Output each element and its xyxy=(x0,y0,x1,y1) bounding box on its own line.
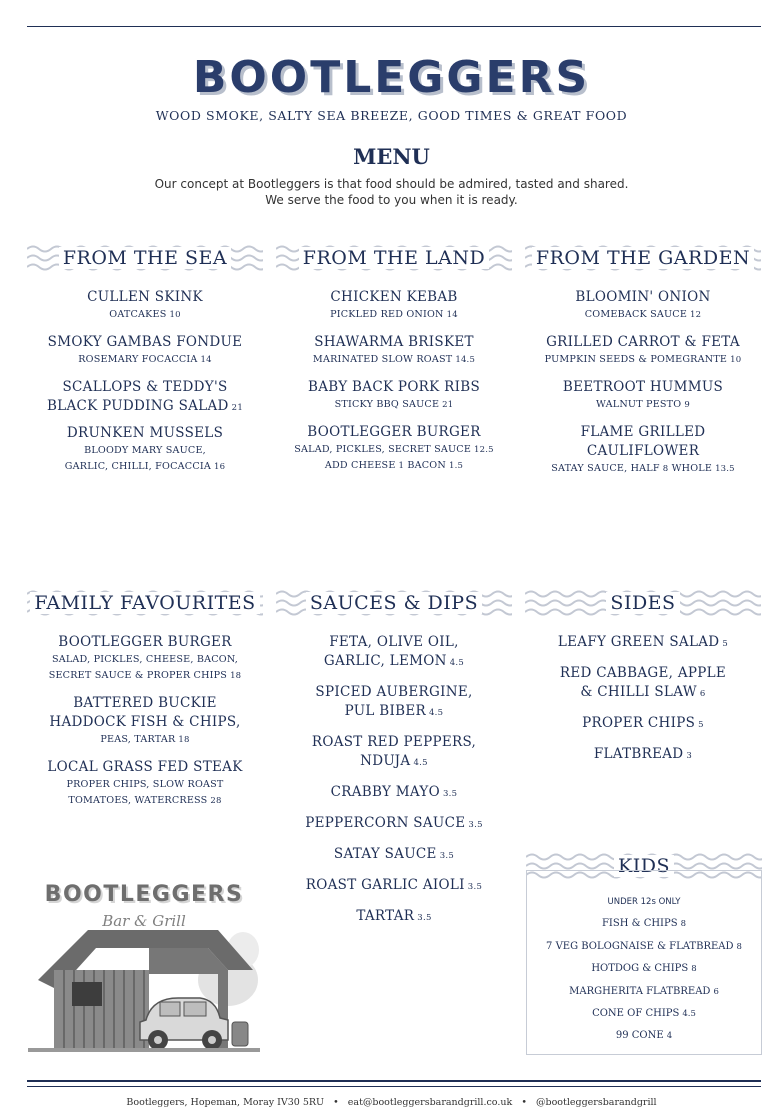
menu-item xyxy=(525,714,761,735)
item-desc-line-2: ADD CHEESE 1 BACON 1.5 xyxy=(324,460,464,471)
menu-item xyxy=(276,814,512,835)
item-name: BATTERED BUCKIE xyxy=(73,695,217,711)
menu-item xyxy=(27,424,263,475)
item-name: SHAWARMA BRISKET xyxy=(314,334,474,350)
section-title: KIDS xyxy=(614,855,674,877)
illustration-brand: BOOTLEGGERS xyxy=(44,882,244,907)
menu-item xyxy=(27,758,263,809)
item-name: SMOKY GAMBAS FONDUE xyxy=(47,334,243,350)
item-name: CULLEN SKINK xyxy=(87,289,203,305)
kids-item: 99 CONE 4 xyxy=(615,1030,673,1042)
item-desc: WALNUT PESTO 9 xyxy=(596,399,690,410)
item-desc: MARINATED SLOW ROAST 14.5 xyxy=(312,354,476,365)
menu-item xyxy=(276,845,512,866)
menu-item xyxy=(276,876,512,897)
menu-item xyxy=(276,733,512,773)
item-name: SCALLOPS & TEDDY'S xyxy=(62,379,228,395)
section-family-favourites xyxy=(27,585,263,809)
item-name: FLATBREAD 3 xyxy=(593,746,693,762)
menu-item xyxy=(27,288,263,323)
section-sauces-dips xyxy=(276,585,512,928)
menu-item xyxy=(276,633,512,673)
intro-line-2: We serve the food to you when it is ready. xyxy=(265,193,518,207)
intro-text xyxy=(0,176,783,208)
footer-email-link[interactable]: eat@bootleggersbarandgrill.co.uk xyxy=(347,1097,513,1108)
menu-item xyxy=(27,378,263,418)
menu-item xyxy=(525,378,761,413)
item-name-line-2: BLACK PUDDING SALAD 21 xyxy=(46,398,244,414)
section-header xyxy=(276,240,512,276)
menu-item xyxy=(525,633,761,654)
footer-contact xyxy=(0,1097,783,1108)
item-desc-line-2: TOMATOES, WATERCRESS 28 xyxy=(68,795,222,806)
item-name: LEAFY GREEN SALAD 5 xyxy=(557,634,729,650)
menu-item xyxy=(525,745,761,766)
menu-item xyxy=(525,423,761,477)
menu-item xyxy=(276,423,512,474)
footer-separator: • xyxy=(333,1097,339,1108)
kids-note: UNDER 12s ONLY xyxy=(607,897,681,907)
item-name: FLAME GRILLED xyxy=(580,424,706,440)
item-name: SATAY SAUCE 3.5 xyxy=(333,846,455,862)
item-name-line-2: HADDOCK FISH & CHIPS, xyxy=(49,714,241,730)
item-desc-line-2: GARLIC, CHILLI, FOCACCIA 16 xyxy=(64,461,226,472)
item-name-line-2: CAULIFLOWER xyxy=(586,443,700,459)
item-name-line-2: & CHILLI SLAW 6 xyxy=(580,684,706,700)
section-from-the-garden xyxy=(525,240,761,477)
item-desc-line-2: SECRET SAUCE & PROPER CHIPS 18 xyxy=(48,670,242,681)
item-desc: PICKLED RED ONION 14 xyxy=(330,309,458,320)
brand-logo-title: BOOTLEGGERS xyxy=(192,52,591,103)
item-desc: SATAY SAUCE, HALF 8 WHOLE 13.5 xyxy=(551,463,735,474)
section-header xyxy=(27,240,263,276)
menu-item xyxy=(276,288,512,323)
menu-item xyxy=(276,907,512,928)
footer-address: Bootleggers, Hopeman, Moray IV30 5RU xyxy=(126,1097,325,1108)
kids-item: FISH & CHIPS 8 xyxy=(601,918,687,930)
tagline: WOOD SMOKE, SALTY SEA BREEZE, GOOD TIMES & GREAT FOOD xyxy=(155,108,628,123)
footer-rule xyxy=(27,1080,761,1082)
item-desc: PROPER CHIPS, SLOW ROAST xyxy=(66,779,224,790)
item-desc: PUMPKIN SEEDS & POMEGRANTE 10 xyxy=(544,354,742,365)
footer-separator: • xyxy=(521,1097,527,1108)
menu-item xyxy=(525,664,761,704)
menu-item xyxy=(276,783,512,804)
section-sides xyxy=(525,585,761,766)
footer-social-link[interactable]: @bootleggersbarandgrill xyxy=(536,1097,657,1108)
item-desc: SALAD, PICKLES, SECRET SAUCE 12.5 xyxy=(294,444,494,455)
item-name-line-2: PUL BIBER 4.5 xyxy=(344,703,444,719)
item-name: BEETROOT HUMMUS xyxy=(562,379,724,395)
item-name: RED CABBAGE, APPLE xyxy=(559,665,727,681)
section-from-the-land xyxy=(276,240,512,474)
item-name: FETA, OLIVE OIL, xyxy=(329,634,459,650)
section-title: SIDES xyxy=(606,592,679,614)
item-desc: STICKY BBQ SAUCE 21 xyxy=(334,399,454,410)
top-rule xyxy=(27,26,761,27)
kids-item: MARGHERITA FLATBREAD 6 xyxy=(569,985,719,997)
section-title: FROM THE LAND xyxy=(299,247,489,269)
item-desc: PEAS, TARTAR 18 xyxy=(100,734,190,745)
menu-item xyxy=(27,694,263,748)
section-title: FAMILY FAVOURITES xyxy=(30,592,259,614)
footer-rule-thin xyxy=(27,1086,761,1087)
item-desc: COMEBACK SAUCE 12 xyxy=(584,309,702,320)
menu-item xyxy=(276,333,512,368)
kids-item: 7 VEG BOLOGNAISE & FLATBREAD 8 xyxy=(546,940,742,952)
section-header xyxy=(276,585,512,621)
bar-and-grill-illustration xyxy=(28,870,260,1054)
menu-item xyxy=(525,288,761,323)
section-title: FROM THE SEA xyxy=(59,247,231,269)
item-name: BOOTLEGGER BURGER xyxy=(307,424,481,440)
item-desc: ROSEMARY FOCACCIA 14 xyxy=(78,354,212,365)
section-header xyxy=(525,585,761,621)
item-desc: OATCAKES 10 xyxy=(109,309,181,320)
section-title: SAUCES & DIPS xyxy=(306,592,482,614)
item-name: CHICKEN KEBAB xyxy=(330,289,458,305)
item-name: BLOOMIN' ONION xyxy=(575,289,711,305)
item-name: BABY BACK PORK RIBS xyxy=(308,379,480,395)
menu-item xyxy=(525,333,761,368)
item-name-line-2: GARLIC, LEMON 4.5 xyxy=(323,653,465,669)
intro-line-1: Our concept at Bootleggers is that food should be admired, tasted and shared. xyxy=(154,177,629,191)
item-name: ROAST RED PEPPERS, xyxy=(311,734,477,750)
item-name: TARTAR 3.5 xyxy=(356,908,432,924)
item-name: LOCAL GRASS FED STEAK xyxy=(47,759,243,775)
menu-item xyxy=(27,333,263,368)
item-name: PROPER CHIPS 5 xyxy=(582,715,704,731)
item-name: CRABBY MAYO 3.5 xyxy=(330,784,458,800)
item-name-line-2: NDUJA 4.5 xyxy=(360,753,428,769)
illustration-subtitle: Bar & Grill xyxy=(102,912,186,930)
item-name: GRILLED CARROT & FETA xyxy=(546,334,740,350)
item-name: ROAST GARLIC AIOLI 3.5 xyxy=(305,877,483,893)
item-name: PEPPERCORN SAUCE 3.5 xyxy=(305,815,483,831)
item-desc: SALAD, PICKLES, CHEESE, BACON, xyxy=(51,654,239,665)
menu-item xyxy=(27,633,263,684)
kids-box xyxy=(526,870,762,1055)
kids-item: CONE OF CHIPS 4.5 xyxy=(592,1008,696,1020)
item-name: DRUNKEN MUSSELS xyxy=(66,425,224,441)
item-desc: BLOODY MARY SAUCE, xyxy=(84,445,206,456)
section-from-the-sea xyxy=(27,240,263,475)
kids-item: HOTDOG & CHIPS 8 xyxy=(591,963,697,975)
item-name: BOOTLEGGER BURGER xyxy=(58,634,232,650)
item-name: SPICED AUBERGINE, xyxy=(315,684,473,700)
menu-item xyxy=(276,378,512,413)
section-title: FROM THE GARDEN xyxy=(532,247,754,269)
section-header xyxy=(525,240,761,276)
menu-item xyxy=(276,683,512,723)
menu-title: MENU xyxy=(353,144,430,169)
section-header xyxy=(27,585,263,621)
